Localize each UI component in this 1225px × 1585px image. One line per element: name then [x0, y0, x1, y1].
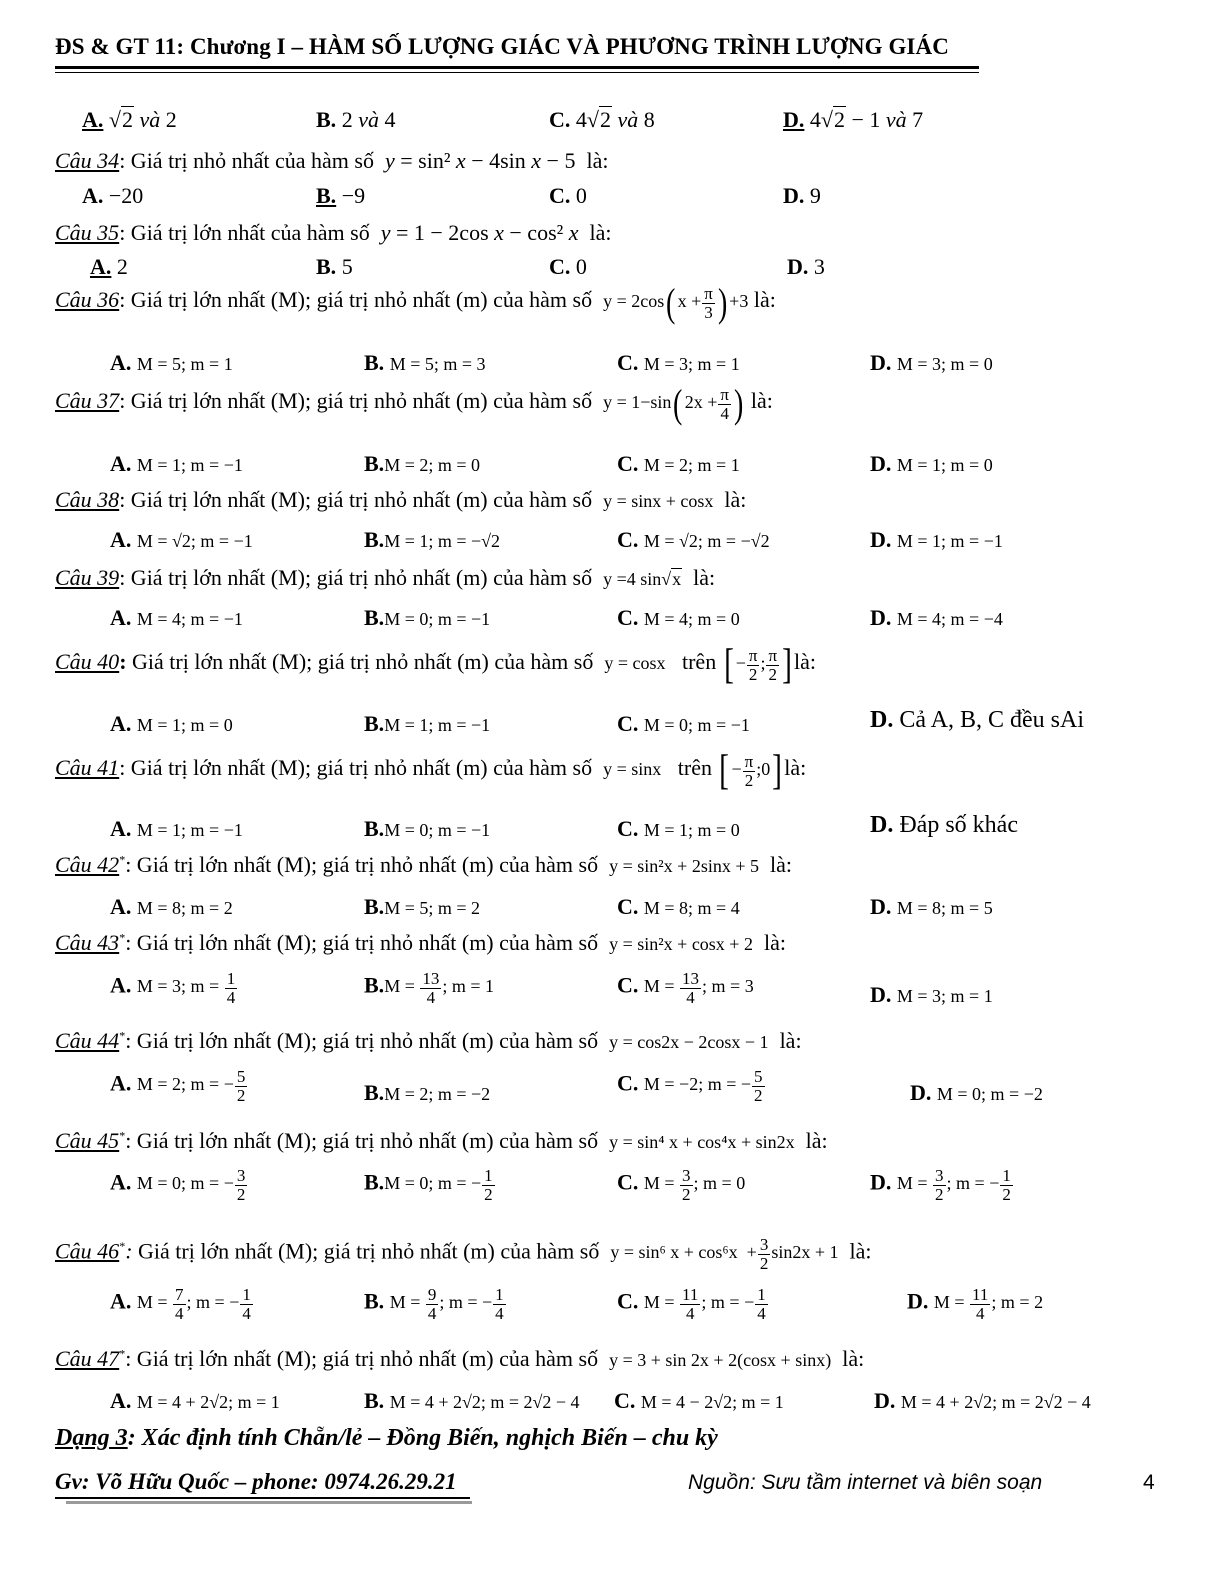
footer-author: Gv: Võ Hữu Quốc – phone: 0974.26.29.21: [55, 1469, 457, 1494]
carryover-option-c: C. 4√2 và 8: [549, 107, 655, 132]
q34-option-c: C. 0: [549, 183, 587, 208]
question-41: Câu 41: Giá trị lớn nhất (M); giá trị nhỏ nhất (m) của hàm số y = sinx trên [ − $\frac{\pi}{2}$ ;0]là:: [55, 748, 807, 794]
q35-option-d: D. 3: [787, 254, 825, 279]
question-36: Câu 36: Giá trị lớn nhất (M); giá trị nhỏ nhất (m) của hàm số y = 2cos( x + $\frac{\pi}{3}$ ) +3 là:: [55, 280, 776, 325]
q34-option-a: A. −20: [82, 183, 144, 208]
question-40: Câu 40: Giá trị lớn nhất (M); giá trị nhỏ nhất (m) của hàm số y = cosx trên [ − $\frac{\pi}{2}$ ; $\frac{\pi}{2}$ ]là:: [55, 642, 817, 688]
q39-option-c: C. M = 4; m = 0: [617, 605, 740, 630]
q38-option-d: D. M = 1; m = −1: [870, 527, 1003, 552]
q45-option-a: A. M = 0; m = − $\frac{3}{2}$: [110, 1166, 246, 1204]
question-38: Câu 38: Giá trị lớn nhất (M); giá trị nhỏ nhất (m) của hàm số y = sinx + cosx là:: [55, 487, 747, 512]
q45-option-b: B.M = 0; m = − $\frac{1}{2}$: [364, 1166, 493, 1204]
q41-option-a: A. M = 1; m = −1: [110, 816, 243, 841]
q39-option-d: D. M = 4; m = −4: [870, 605, 1003, 630]
page-header: ĐS & GT 11: Chương I – HÀM SỐ LƯỢNG GIÁC VÀ PHƯƠNG TRÌNH LƯỢNG GIÁC: [55, 34, 949, 59]
q44-option-c: C. M = −2; m = − $\frac{5}{2}$: [617, 1067, 763, 1105]
q46-option-c: C. M = $\frac{11}{4}$ ; m = − $\frac{1}{4}$: [617, 1285, 766, 1323]
q42-option-a: A. M = 8; m = 2: [110, 894, 233, 919]
carryover-option-b: B. 2 và 4: [316, 107, 396, 132]
header-rule: [55, 66, 979, 69]
q38-option-a: A. M = √2; m = −1: [110, 527, 253, 552]
q38-option-b: B.M = 1; m = −√2: [364, 527, 501, 552]
q44-option-d: D. M = 0; m = −2: [910, 1080, 1043, 1105]
q44-option-a: A. M = 2; m = − $\frac{5}{2}$: [110, 1067, 246, 1105]
q43-option-b: B.M = $\frac{13}{4}$ ; m = 1: [364, 969, 494, 1007]
q45-option-c: C. M = $\frac{3}{2}$ ; m = 0: [617, 1166, 746, 1204]
q45-option-d: D. M = $\frac{3}{2}$ ; m = − $\frac{1}{2}$: [870, 1166, 1011, 1204]
q41-option-c: C. M = 1; m = 0: [617, 816, 740, 841]
q41-option-b: B.M = 0; m = −1: [364, 816, 491, 841]
q36-option-b: B. M = 5; m = 3: [364, 350, 486, 375]
q40-option-a: A. M = 1; m = 0: [110, 711, 233, 736]
q43-option-a: A. M = 3; m = $\frac{1}{4}$: [110, 969, 236, 1007]
q36-option-a: A. M = 5; m = 1: [110, 350, 233, 375]
question-37: Câu 37: Giá trị lớn nhất (M); giá trị nhỏ nhất (m) của hàm số y = 1−sin( 2x + $\frac{\pi}{4}$ ) là:: [55, 381, 773, 426]
q47-option-a: A. M = 4 + 2√2; m = 1: [110, 1388, 280, 1413]
q46-option-d: D. M = $\frac{11}{4}$ ; m = 2: [907, 1285, 1044, 1323]
footer-source: Nguồn: Sưu tầm internet và biên soạn: [688, 1471, 1043, 1494]
q40-option-b: B.M = 1; m = −1: [364, 711, 491, 736]
q47-option-c: C. M = 4 − 2√2; m = 1: [614, 1388, 784, 1413]
carryover-option-a: A. √2 và 2: [82, 107, 177, 132]
q34-option-b: B. −9: [316, 183, 366, 208]
question-47: Câu 47*: Giá trị lớn nhất (M); giá trị nhỏ nhất (m) của hàm số y = 3 + sin 2x + 2(cosx + sinx) là:: [55, 1346, 865, 1371]
q40-option-c: C. M = 0; m = −1: [617, 711, 750, 736]
q43-option-d: D. M = 3; m = 1: [870, 982, 993, 1007]
q39-option-b: B.M = 0; m = −1: [364, 605, 491, 630]
question-46: Câu 46*: Giá trị lớn nhất (M); giá trị nhỏ nhất (m) của hàm số y = sin⁶ x + cos⁶x + $\frac{3}{2}$ sin2x + 1 là:: [55, 1235, 872, 1273]
q35-option-a: A. 2: [90, 254, 128, 279]
q42-option-d: D. M = 8; m = 5: [870, 894, 993, 919]
section-heading: Dạng 3: Xác định tính Chẵn/lẻ – Đồng Biến, nghịch Biến – chu kỳ: [55, 1425, 718, 1451]
q44-option-b: B.M = 2; m = −2: [364, 1080, 491, 1105]
q43-option-c: C. M = $\frac{13}{4}$ ; m = 3: [617, 969, 754, 1007]
question-42: Câu 42*: Giá trị lớn nhất (M); giá trị nhỏ nhất (m) của hàm số y = sin²x + 2sinx + 5 là:: [55, 852, 792, 877]
question-44: Câu 44*: Giá trị lớn nhất (M); giá trị nhỏ nhất (m) của hàm số y = cos2x − 2cosx − 1 là:: [55, 1028, 802, 1053]
header-rule-thin: [55, 72, 979, 73]
question-35: Câu 35: Giá trị lớn nhất của hàm số y = 1 − 2cos x − cos² x là:: [55, 220, 612, 245]
q36-option-d: D. M = 3; m = 0: [870, 350, 993, 375]
footer-rule: [55, 1497, 470, 1499]
q42-option-c: C. M = 8; m = 4: [617, 894, 740, 919]
q46-option-b: B. M = $\frac{9}{4}$ ; m = − $\frac{1}{4}$: [364, 1285, 504, 1323]
q47-option-d: D. M = 4 + 2√2; m = 2√2 − 4: [874, 1388, 1091, 1413]
q38-option-c: C. M = √2; m = −√2: [617, 527, 770, 552]
question-39: Câu 39: Giá trị lớn nhất (M); giá trị nhỏ nhất (m) của hàm số y =4 sin√x là:: [55, 565, 716, 590]
q34-option-d: D. 9: [783, 183, 821, 208]
q35-option-c: C. 0: [549, 254, 587, 279]
question-45: Câu 45*: Giá trị lớn nhất (M); giá trị nhỏ nhất (m) của hàm số y = sin⁴ x + cos⁴x + sin2x là:: [55, 1128, 828, 1153]
q36-option-c: C. M = 3; m = 1: [617, 350, 740, 375]
q37-option-c: C. M = 2; m = 1: [617, 451, 740, 476]
q46-option-a: A. M = $\frac{7}{4}$ ; m = − $\frac{1}{4}$: [110, 1285, 251, 1323]
question-34: Câu 34: Giá trị nhỏ nhất của hàm số y = sin² x − 4sin x − 5 là:: [55, 148, 609, 173]
q35-option-b: B. 5: [316, 254, 353, 279]
q47-option-b: B. M = 4 + 2√2; m = 2√2 − 4: [364, 1388, 580, 1413]
question-43: Câu 43*: Giá trị lớn nhất (M); giá trị nhỏ nhất (m) của hàm số y = sin²x + cosx + 2 là:: [55, 930, 786, 955]
q37-option-b: B.M = 2; m = 0: [364, 451, 480, 476]
carryover-option-d: D. 4√2 − 1 và 7: [783, 107, 924, 132]
q37-option-a: A. M = 1; m = −1: [110, 451, 243, 476]
q37-option-d: D. M = 1; m = 0: [870, 451, 993, 476]
q40-option-d: D. Cả A, B, C đều sAi: [870, 707, 1085, 733]
q42-option-b: B.M = 5; m = 2: [364, 894, 480, 919]
q41-option-d: D. Đáp số khác: [870, 812, 1018, 838]
q39-option-a: A. M = 4; m = −1: [110, 605, 243, 630]
page-number: 4: [1143, 1471, 1155, 1494]
footer-shadow-rule: [66, 1501, 472, 1504]
